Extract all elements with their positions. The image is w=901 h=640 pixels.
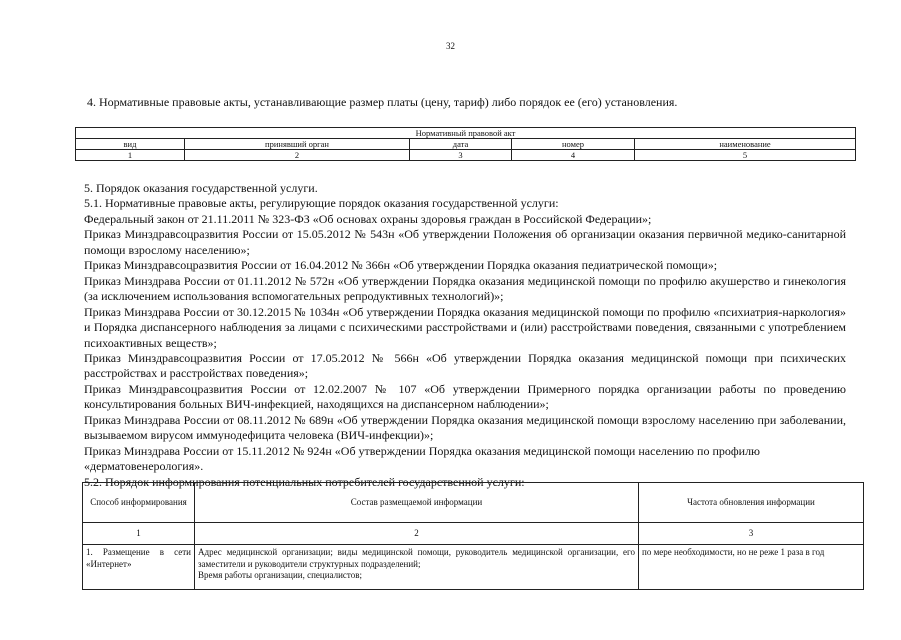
column-header-date: дата bbox=[410, 139, 512, 150]
column-header-content: Состав размещаемой информации bbox=[195, 483, 639, 523]
column-number: 1 bbox=[76, 150, 185, 161]
legal-acts-header-row bbox=[76, 139, 856, 150]
column-number: 2 bbox=[195, 523, 639, 545]
informing-number-row bbox=[83, 523, 864, 545]
regulation-item: Приказ Минздравсоцразвития России от 17.05.2012 № 566н «Об утверждении Порядка оказания медицинской помощи при психических расстройствах и расстройствах поведения»; bbox=[84, 350, 846, 381]
section-4-heading: 4. Нормативные правовые акты, устанавливающие размер платы (цену, тариф) либо порядок ее (его) установления. bbox=[87, 95, 678, 109]
regulation-item: Приказ Минздрава России от 01.11.2012 № 572н «Об утверждении Порядка оказания медицинской помощи по профилю акушерство и гинекология (за исключением использования вспомогательных репродуктивных технологий)»; bbox=[84, 273, 846, 304]
column-number: 2 bbox=[185, 150, 410, 161]
regulation-item: Приказ Минздрава России от 30.12.2015 № 1034н «Об утверждении Порядка оказания медицинской помощи по профилю «психиатрия-наркология» и Порядка диспансерного наблюдения за лицами с психическими расстройствами и (или) расстройствами поведения, связанными с употреблением психоактивных веществ»; bbox=[84, 304, 846, 350]
column-number: 3 bbox=[410, 150, 512, 161]
regulation-item: Приказ Минздравсоцразвития России от 16.04.2012 № 366н «Об утверждении Порядка оказания педиатрической помощи»; bbox=[84, 258, 718, 273]
regulation-item: Приказ Минздрава России от 15.11.2012 № 924н «Об утверждении Порядка оказания медицинской помощи населению по профилю «дерматовенерология». bbox=[84, 443, 761, 474]
informing-content-line: Время работы организации, специалистов; bbox=[198, 570, 362, 580]
section-5-2-heading: 5.2. Порядок информирования потенциальных потребителей государственной услуги: bbox=[84, 474, 525, 489]
column-header-number: номер bbox=[512, 139, 635, 150]
column-number: 4 bbox=[512, 150, 635, 161]
informing-method-cell: 1. Размещение в сети «Интернет» bbox=[83, 545, 195, 590]
column-header-frequency: Частота обновления информации bbox=[639, 483, 864, 523]
column-header-type: вид bbox=[76, 139, 185, 150]
column-header-issuing-body: принявший орган bbox=[185, 139, 410, 150]
page-number: 32 bbox=[446, 41, 455, 51]
regulation-item: Приказ Минздрава России от 08.11.2012 № 689н «Об утверждении Порядка оказания медицинской помощи взрослому населению при заболевании, вызываемом вирусом иммунодефицита человека (ВИЧ-инфекции)»; bbox=[84, 412, 846, 443]
regulation-item: Федеральный закон от 21.11.2011 № 323-ФЗ «Об основах охраны здоровья граждан в Российской Федерации»; bbox=[84, 211, 652, 226]
section-5-text bbox=[84, 181, 846, 490]
informing-header-row bbox=[83, 483, 864, 523]
section-5-1-heading: 5.1. Нормативные правовые акты, регулирующие порядок оказания государственной услуги: bbox=[84, 196, 559, 211]
section-5-heading: 5. Порядок оказания государственной услуги. bbox=[84, 181, 318, 195]
informing-content-cell bbox=[195, 545, 639, 590]
legal-acts-table-title: Нормативный правовой акт bbox=[76, 128, 856, 139]
column-number: 5 bbox=[635, 150, 856, 161]
informing-table bbox=[82, 482, 864, 590]
informing-content-line: Адрес медицинской организации; виды медицинской помощи, руководитель медицинской организации, его заместители и руководители структурных подразделений; bbox=[198, 547, 635, 569]
legal-acts-title-row bbox=[76, 128, 856, 139]
table-row bbox=[83, 545, 864, 590]
regulation-item: Приказ Минздравсоцразвития России от 15.05.2012 № 543н «Об утверждении Положения об организации оказания первичной медико-санитарной помощи взрослому населению»; bbox=[84, 227, 846, 257]
legal-acts-number-row bbox=[76, 150, 856, 161]
legal-acts-table bbox=[75, 127, 856, 161]
informing-frequency-cell: по мере необходимости, но не реже 1 раза в год bbox=[639, 545, 864, 590]
column-header-method: Способ информирования bbox=[83, 483, 195, 523]
regulation-item: Приказ Минздравсоцразвития России от 12.02.2007 № 107 «Об утверждении Примерного порядка организации работы по проведению консультирования больных ВИЧ-инфекцией, находящихся на диспансерном наблюдении»; bbox=[84, 381, 846, 412]
column-number: 3 bbox=[639, 523, 864, 545]
column-number: 1 bbox=[83, 523, 195, 545]
column-header-name: наименование bbox=[635, 139, 856, 150]
